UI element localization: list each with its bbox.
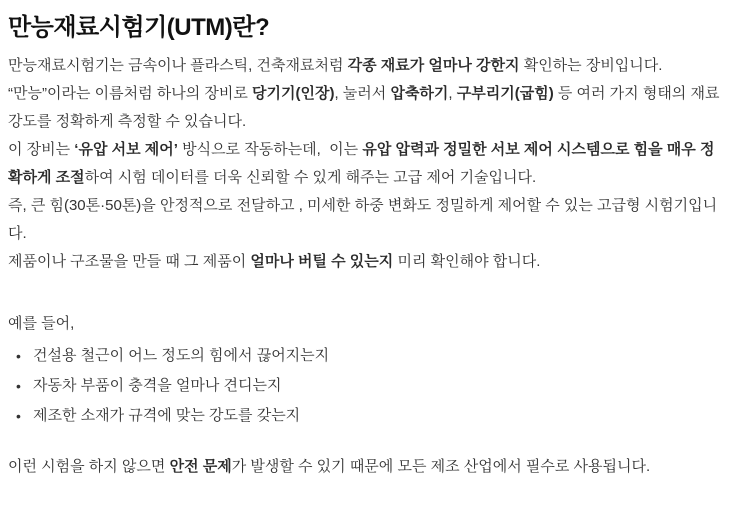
text-run-bold: ‘유압 서보 제어’ <box>74 141 178 158</box>
text-run: 하여 시험 데이터를 더욱 신뢰할 수 있게 해주는 고급 제어 기술입니다. <box>84 169 537 186</box>
paragraph-overview <box>8 52 726 80</box>
list-item-material-spec <box>8 401 726 431</box>
text-run: 이 장비는 <box>8 141 75 158</box>
text-run: 확인하는 장비입니다. <box>519 57 663 74</box>
text-run: 예를 들어, <box>8 315 75 332</box>
list-item-rebar <box>8 341 726 371</box>
text-run: 미리 확인해야 합니다. <box>393 253 541 270</box>
list-item-text: 자동차 부품이 충격을 얼마나 견디는지 <box>33 377 282 394</box>
text-run: , <box>448 85 457 102</box>
text-run-bold: 얼마나 버틸 수 있는지 <box>250 253 394 270</box>
text-run: 즉, 큰 힘(30톤·50톤)을 안정적으로 전달하고 , 미세한 하중 변화도 정밀하게 제어할 수 있는 고급형 시험기입니다. <box>8 197 718 242</box>
bullet-icon: • <box>16 408 21 424</box>
text-run-bold: 구부리기(굽힘) <box>456 85 554 102</box>
text-run-bold: 각종 재료가 얼마나 강한지 <box>347 57 520 74</box>
bullet-icon: • <box>16 378 21 394</box>
list-item-text: 제조한 소재가 규격에 맞는 강도를 갖는지 <box>33 407 301 424</box>
paragraph-versatility <box>8 80 726 136</box>
text-run-bold: 압축하기 <box>390 85 449 102</box>
examples-intro <box>8 310 726 338</box>
paragraph-safety-conclusion <box>8 453 726 481</box>
text-run: 만능재료시험기는 금속이나 플라스틱, 건축재료처럼 <box>8 57 348 74</box>
paragraph-capacity <box>8 192 726 248</box>
list-item-auto-parts <box>8 371 726 401</box>
list-item-text: 건설용 철근이 어느 정도의 힘에서 끊어지는지 <box>33 347 330 364</box>
text-run: 가 발생할 수 있기 때문에 모든 제조 산업에서 필수로 사용됩니다. <box>231 458 651 475</box>
page-title: 만능재료시험기(UTM)란? <box>8 14 270 41</box>
text-run-bold: 안전 문제 <box>169 458 232 475</box>
paragraph-verification-need <box>8 248 726 276</box>
text-run: “만능”이라는 이름처럼 하나의 장비로 <box>8 85 253 102</box>
bullet-icon: • <box>16 348 21 364</box>
text-run: 제품이나 구조물을 만들 때 그 제품이 <box>8 253 251 270</box>
text-run: 등 여러 가지 형태의 재료 강도를 정확하게 측정할 수 있습니다. <box>8 85 724 130</box>
text-run-bold: 유압 압력과 정밀한 서보 제어 시스템으로 힘을 매우 정확하게 조절 <box>8 141 715 186</box>
paragraph-servo-control <box>8 136 726 192</box>
text-run: , 눌러서 <box>334 85 391 102</box>
text-run: 이런 시험을 하지 않으면 <box>8 458 170 475</box>
text-run-bold: 당기기(인장) <box>252 85 335 102</box>
document-body <box>0 12 738 481</box>
examples-list <box>8 341 726 431</box>
text-run: 방식으로 작동하는데, 이는 <box>177 141 363 158</box>
